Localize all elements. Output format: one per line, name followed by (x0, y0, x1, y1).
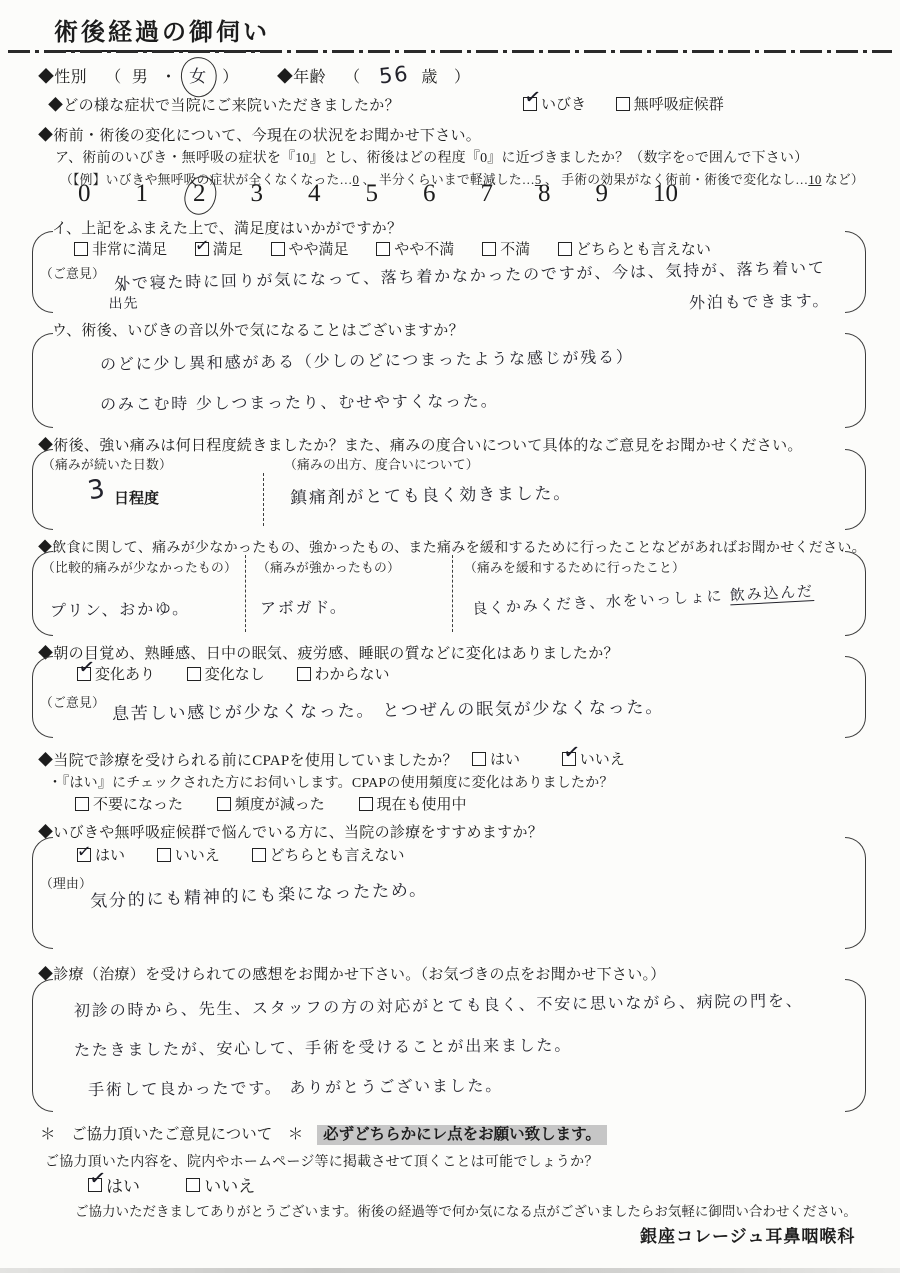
age-value: 56 (377, 61, 411, 89)
dash-divider (8, 50, 892, 53)
option-label: どちらとも言えない (575, 242, 711, 258)
footer-note: ＊ ご協力頂いたご意見について ＊ (40, 1126, 304, 1143)
checkbox-neither[interactable] (558, 242, 572, 256)
recommend-options (77, 844, 405, 867)
opinion-label: （ご意見） (40, 267, 105, 281)
option-label: 不要になった (93, 797, 184, 813)
scale-number-0: 0 (78, 180, 91, 207)
age-unit: 歳 (421, 69, 438, 86)
handwriting-food-col1: プリン、おかゆ。 (49, 598, 191, 621)
right-bracket (845, 656, 866, 738)
handwriting-insert: ∧ 出先 (108, 293, 138, 314)
scale-number-3: 3 (250, 180, 263, 207)
scale-number-5: 5 (365, 180, 378, 207)
satisfaction-box (32, 231, 866, 313)
right-bracket (845, 231, 866, 313)
opinion-label: （ご意見） (40, 696, 105, 710)
satisfaction-options (74, 238, 711, 261)
option-label: わからない (314, 667, 390, 683)
option-label: はい (95, 848, 126, 864)
column-divider (245, 555, 246, 632)
food-box (32, 551, 866, 636)
example-text: （【例】いびきや無呼吸の症状が全くなくなった… (60, 173, 353, 187)
scale-number-1: 1 (135, 180, 148, 207)
question-recommend: ◆いびきや無呼吸症候群で悩んでいる方に、当院の診療をすすめますか？ (38, 825, 544, 841)
handwriting-opinion-line2: 外泊もできます。 (688, 290, 831, 313)
question-food: ◆飲食に関して、痛みが少なかったもの、強かったもの、また痛みを緩和するために行ったことなどがあればお聞かせください。 (38, 541, 866, 556)
checkbox-recommend-neither[interactable] (252, 848, 266, 862)
example-five: 5 (534, 173, 542, 187)
option-label: 変化あり (95, 667, 156, 683)
gender-label: ◆性別 (38, 69, 87, 86)
sleep-options (77, 663, 390, 686)
right-bracket (845, 837, 866, 949)
example-text: など） (821, 173, 864, 187)
checkbox-cpap-yes[interactable] (472, 752, 486, 766)
checkbox-frequency-decreased[interactable] (217, 797, 231, 811)
scale-number-10: 10 (653, 180, 678, 207)
question-publish: ご協力頂いた内容を、院内やホームページ等に掲載させて頂くことは可能でしょうか？ (45, 1155, 599, 1170)
handwriting-sleep-opinion: 息苦しい感じが少なくなった。 とつぜんの眠気が少なくなった。 (111, 697, 665, 725)
row-gender-age (38, 62, 470, 87)
checkbox-apnea-label: 無呼吸症候群 (633, 97, 724, 113)
gender-male: 男 (131, 69, 149, 86)
left-bracket (32, 979, 53, 1112)
question-change: ◆術前・術後の変化について、今現在の状況をお聞かせ下さい。 (38, 128, 482, 144)
checkbox-dissatisfied[interactable] (482, 242, 496, 256)
checkbox-changed[interactable] (77, 667, 91, 681)
paren: （ (105, 69, 122, 86)
checkbox-no-longer-needed[interactable] (75, 797, 89, 811)
checkbox-cpap-no[interactable] (562, 752, 576, 766)
paren: ） (222, 69, 239, 86)
food-col3-label: （痛みを緩和するために行ったこと） (464, 561, 685, 575)
question-cpap: ◆当院で診療を受けられる前にCPAPを使用していましたか？ (38, 753, 458, 769)
option-label: はい (490, 752, 521, 768)
scale-number-8: 8 (538, 180, 551, 207)
option-label: はい (106, 1177, 140, 1196)
question-impression: ◆診療（治療）を受けられての感想をお聞かせ下さい。（お気づきの点をお聞かせ下さい。） (38, 967, 666, 983)
sleep-box (32, 656, 866, 738)
clinic-name: 銀座コレージュ耳鼻咽喉科 (640, 1227, 856, 1246)
footer-thanks: ご協力いただきましてありがとうございます。術後の経過等で何か気になる点がございましたらお気軽に御問い合わせください。 (75, 1204, 857, 1219)
handwriting-impression-line3: 手術して良かったです。 ありがとうございました。 (87, 1075, 504, 1100)
checkbox-recommend-no[interactable] (157, 848, 171, 862)
handwriting-char: 外 (113, 273, 133, 294)
handwriting-food-col3 (472, 580, 815, 619)
question-symptom: ◆どの様な症状で当院にご来院いただきましたか？ (48, 98, 400, 114)
option-label: 満足 (212, 242, 243, 258)
checkbox-apnea[interactable] (616, 97, 630, 111)
concerns-box (32, 333, 866, 428)
handwriting-text: で寝た時に回りが気になって、落ち着かなかったのですが、今は、気持が、落ち着いて (131, 257, 826, 293)
checkbox-recommend-yes[interactable] (77, 848, 91, 862)
handwriting-impression-line2: たたきましたが、安心して、手術を受けることが出来ました。 (73, 1035, 573, 1060)
checkbox-no-change[interactable] (187, 667, 201, 681)
cpap-options (472, 748, 625, 771)
food-col2-label: （痛みが強かったもの） (257, 561, 400, 575)
checkbox-snoring[interactable] (523, 97, 537, 111)
right-bracket (845, 333, 866, 428)
option-label: 非常に満足 (92, 242, 168, 258)
question-satisfaction: イ、上記をふまえた上で、満足度はいかがですか？ (52, 221, 403, 237)
right-bracket (845, 979, 866, 1112)
question-cpap-followup: ・『はい』にチェックされた方にお伺いします。CPAPの使用頻度に変化はありましたか？ (48, 776, 614, 791)
option-label: どちらとも言えない (269, 848, 405, 864)
option-label: いいえ (204, 1177, 256, 1196)
scale-number-4: 4 (308, 180, 321, 207)
example-zero: 0 (352, 173, 360, 187)
mid-dot: ・ (160, 69, 177, 86)
checkbox-snoring-label: いびき (541, 97, 587, 113)
cpap-followup-options (75, 793, 467, 816)
option-label: やや満足 (288, 242, 349, 258)
symptom-options (523, 93, 724, 116)
page-title: 術後経過の御伺い (52, 12, 280, 52)
example-ten: 10 (808, 173, 822, 187)
option-label: 頻度が減った (234, 797, 325, 813)
left-bracket (32, 837, 53, 949)
age-label: ◆年齢 (276, 69, 326, 86)
scale-number-7: 7 (480, 180, 493, 207)
handwriting-impression-line1: 初診の時から、先生、スタッフの方の対応がとても良く、不安に思いながら、病院の門を、 (73, 990, 804, 1021)
pain-days-label: （痛みが続いた日数） (42, 458, 172, 472)
checkbox-still-using[interactable] (359, 797, 373, 811)
handwriting-concern-line1: のどに少し異和感がある（少しのどにつまったような感じが残る） (99, 347, 634, 374)
handwriting-reason: 気分的にも精神的にも楽になったため。 (89, 880, 429, 912)
right-bracket (845, 449, 866, 530)
option-label: 変化なし (204, 667, 265, 683)
number-scale (78, 180, 711, 208)
handwriting-food-col2: アボガド。 (259, 597, 348, 618)
checkbox-very-satisfied[interactable] (74, 242, 88, 256)
scale-number-6: 6 (423, 180, 436, 207)
left-bracket (32, 333, 53, 428)
handwriting-pain-detail: 鎮痛剤がとても良く効きました。 (289, 483, 573, 509)
question-scale: ア、術前のいびき・無呼吸の症状を『10』とし、術後はどの程度『0』に近づきましたか？（数字を○で囲んで下さい） (55, 151, 809, 166)
option-label: いいえ (174, 848, 220, 864)
impression-box (32, 979, 866, 1112)
checkbox-unknown[interactable] (297, 667, 311, 681)
option-label: 不満 (500, 242, 531, 258)
question-sleep: ◆朝の目覚め、熟睡感、日中の眠気、疲労感、睡眠の質などに変化はありましたか？ (38, 646, 619, 662)
scale-number-9: 9 (595, 180, 608, 207)
checkbox-satisfied[interactable] (195, 242, 209, 256)
question-pain: ◆術後、強い痛みは何日程度続きましたか？また、痛みの度合いについて具体的なご意見をお聞かせください。 (38, 438, 803, 454)
checkbox-publish-yes[interactable] (88, 1178, 102, 1192)
question-concerns: ウ、術後、いびきの音以外で気になることはございますか？ (52, 323, 464, 339)
example-text: 、 半分くらいまで軽減した… (359, 173, 535, 187)
option-label: やや不満 (394, 242, 455, 258)
checkbox-somewhat-dissatisfied[interactable] (376, 242, 390, 256)
column-divider (452, 555, 453, 632)
footer-note-highlight: 必ずどちらかにレ点をお願い致します。 (317, 1125, 607, 1145)
pain-detail-label: （痛みの出方、度合いについて） (284, 458, 479, 472)
scan-edge-artifact (0, 1268, 900, 1273)
handwriting-pain-days: 3 (85, 473, 109, 507)
pain-days-unit: 日程度 (114, 490, 160, 507)
pain-box (32, 449, 866, 530)
checkbox-somewhat-satisfied[interactable] (271, 242, 285, 256)
handwriting-text-underlined: 飲み込んだ (729, 582, 815, 605)
footer-note-row (40, 1122, 607, 1144)
paren: （ (344, 69, 361, 86)
checkbox-publish-no[interactable] (186, 1178, 200, 1192)
column-divider (263, 473, 264, 526)
reason-label: （理由） (40, 877, 92, 891)
option-label: 現在も使用中 (376, 797, 467, 813)
option-label: いいえ (579, 752, 625, 768)
example-text: 、 手術の効果がなく術前・術後で変化なし… (541, 173, 809, 187)
right-bracket (845, 551, 866, 636)
scale-number-2: 2 (193, 180, 251, 208)
handwriting-concern-line2: のみこむ時 少しつまったり、むせやすくなった。 (99, 391, 499, 414)
handwriting-text: 良くかみくだき、水をいっしょに (471, 586, 724, 618)
gender-female-circled: 女 (189, 62, 208, 87)
food-col1-label: （比較的痛みが少なかったもの） (42, 561, 237, 575)
publish-options (88, 1172, 255, 1197)
recommend-box (32, 837, 866, 949)
paren: ） (453, 69, 471, 86)
